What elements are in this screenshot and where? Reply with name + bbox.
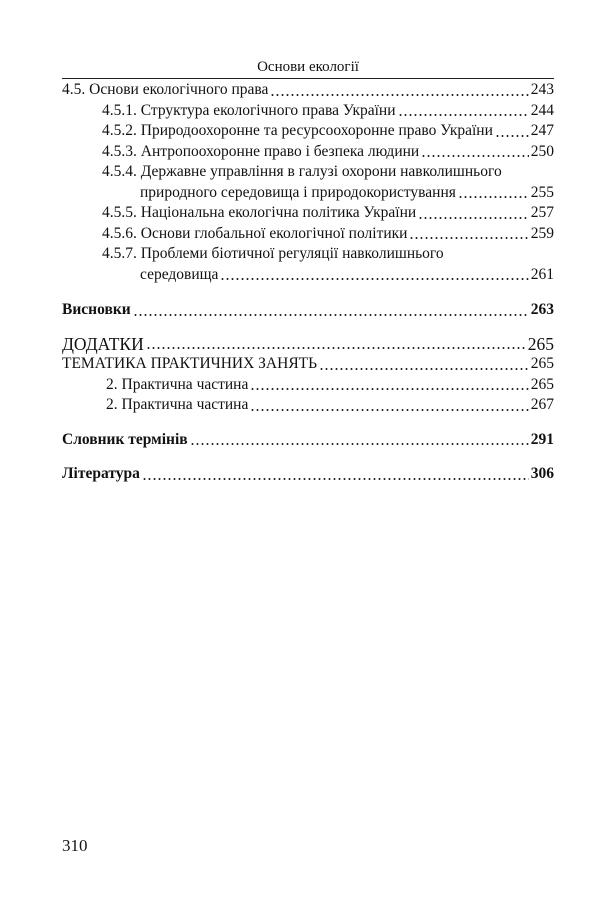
toc-entry-page: 265 — [530, 355, 554, 372]
header-rule — [62, 78, 554, 79]
dot-leader — [458, 195, 529, 199]
toc-entry-literature[interactable] — [62, 464, 554, 485]
dot-leader — [220, 277, 528, 281]
toc-entry-glossary[interactable] — [62, 430, 554, 451]
toc-entry-conclusions[interactable] — [62, 300, 554, 321]
toc-entry-title: Висновки — [62, 301, 131, 318]
dot-leader — [418, 216, 529, 220]
dot-leader — [270, 93, 528, 97]
toc-entry-practical-part-2[interactable] — [62, 395, 554, 416]
toc-entry-title: Словник термінів — [62, 430, 188, 448]
toc-entry-title: 4.5. Основи екологічного права — [62, 81, 269, 98]
toc-entry-4-5-2[interactable] — [62, 121, 554, 142]
toc-entry-page: 255 — [530, 183, 554, 201]
toc-entry-title: 4.5.6. Основи глобальної екологічної політики — [102, 224, 408, 242]
dot-leader — [250, 408, 528, 412]
dot-leader — [133, 313, 529, 317]
toc-entry-title: 4.5.1. Структура екологічного права України — [102, 101, 396, 119]
dot-leader — [319, 367, 529, 371]
toc-entry-4-5-3[interactable] — [62, 142, 554, 163]
dot-leader — [250, 387, 528, 391]
running-header: Основи екології — [257, 59, 359, 75]
dot-leader — [495, 134, 529, 138]
toc-entry-title-line1: 4.5.4. Державне управління в галузі охорони навколишнього — [102, 163, 502, 180]
toc-entry-practical-topics[interactable] — [62, 354, 554, 375]
toc-entry-title: ТЕМАТИКА ПРАКТИЧНИХ ЗАНЯТЬ — [62, 355, 318, 372]
toc-entry-page: 267 — [530, 396, 554, 413]
toc-entry-page: 257 — [530, 204, 554, 221]
page-number: 310 — [62, 836, 88, 855]
toc-entry-page: 265 — [530, 375, 554, 393]
dot-leader — [409, 236, 528, 240]
dot-leader — [190, 442, 529, 446]
toc-entry-page: 247 — [530, 122, 554, 139]
toc-entry-page: 265 — [527, 333, 554, 354]
toc-entry-page: 243 — [530, 81, 554, 98]
toc-entry-title: Література — [62, 465, 140, 482]
dot-leader — [142, 477, 529, 481]
toc-entry-4-5[interactable] — [62, 80, 554, 101]
toc-entry-page: 261 — [530, 265, 554, 283]
toc-entry-title: 4.5.3. Антропоохоронне право і безпека людини — [102, 142, 420, 160]
toc-entry-title: 2. Практична частина — [106, 396, 249, 413]
toc-entry-title-line2: природного середовища і природокористування — [140, 183, 456, 201]
toc-entry-title-line1: 4.5.7. Проблеми біотичної регуляції навколишнього — [102, 245, 444, 262]
toc-entry-title: 4.5.5. Національна екологічна політика України — [102, 204, 417, 221]
dot-leader — [421, 154, 529, 158]
toc-entry-page: 306 — [530, 465, 554, 482]
toc-entry-title-line2: середовища — [140, 265, 219, 283]
table-of-contents — [62, 80, 554, 485]
toc-entry-title: ДОДАТКИ — [62, 333, 144, 354]
toc-entry-4-5-7[interactable] — [62, 244, 554, 285]
dot-leader — [146, 346, 526, 350]
toc-entry-4-5-5[interactable] — [62, 203, 554, 224]
toc-entry-title: 4.5.2. Природоохоронне та ресурсоохоронне право України — [102, 122, 493, 139]
toc-entry-page: 250 — [530, 142, 554, 160]
dot-leader — [398, 113, 529, 117]
toc-entry-page: 259 — [530, 224, 554, 242]
toc-entry-appendices[interactable] — [62, 334, 554, 355]
toc-entry-page: 291 — [530, 430, 554, 448]
toc-entry-title: 2. Практична частина — [106, 375, 249, 393]
toc-entry-4-5-1[interactable] — [62, 101, 554, 122]
toc-entry-page: 263 — [530, 301, 554, 318]
toc-entry-4-5-4[interactable] — [62, 162, 554, 203]
toc-entry-4-5-6[interactable] — [62, 224, 554, 245]
toc-entry-practical-part-1[interactable] — [62, 375, 554, 396]
toc-entry-page: 244 — [530, 101, 554, 119]
